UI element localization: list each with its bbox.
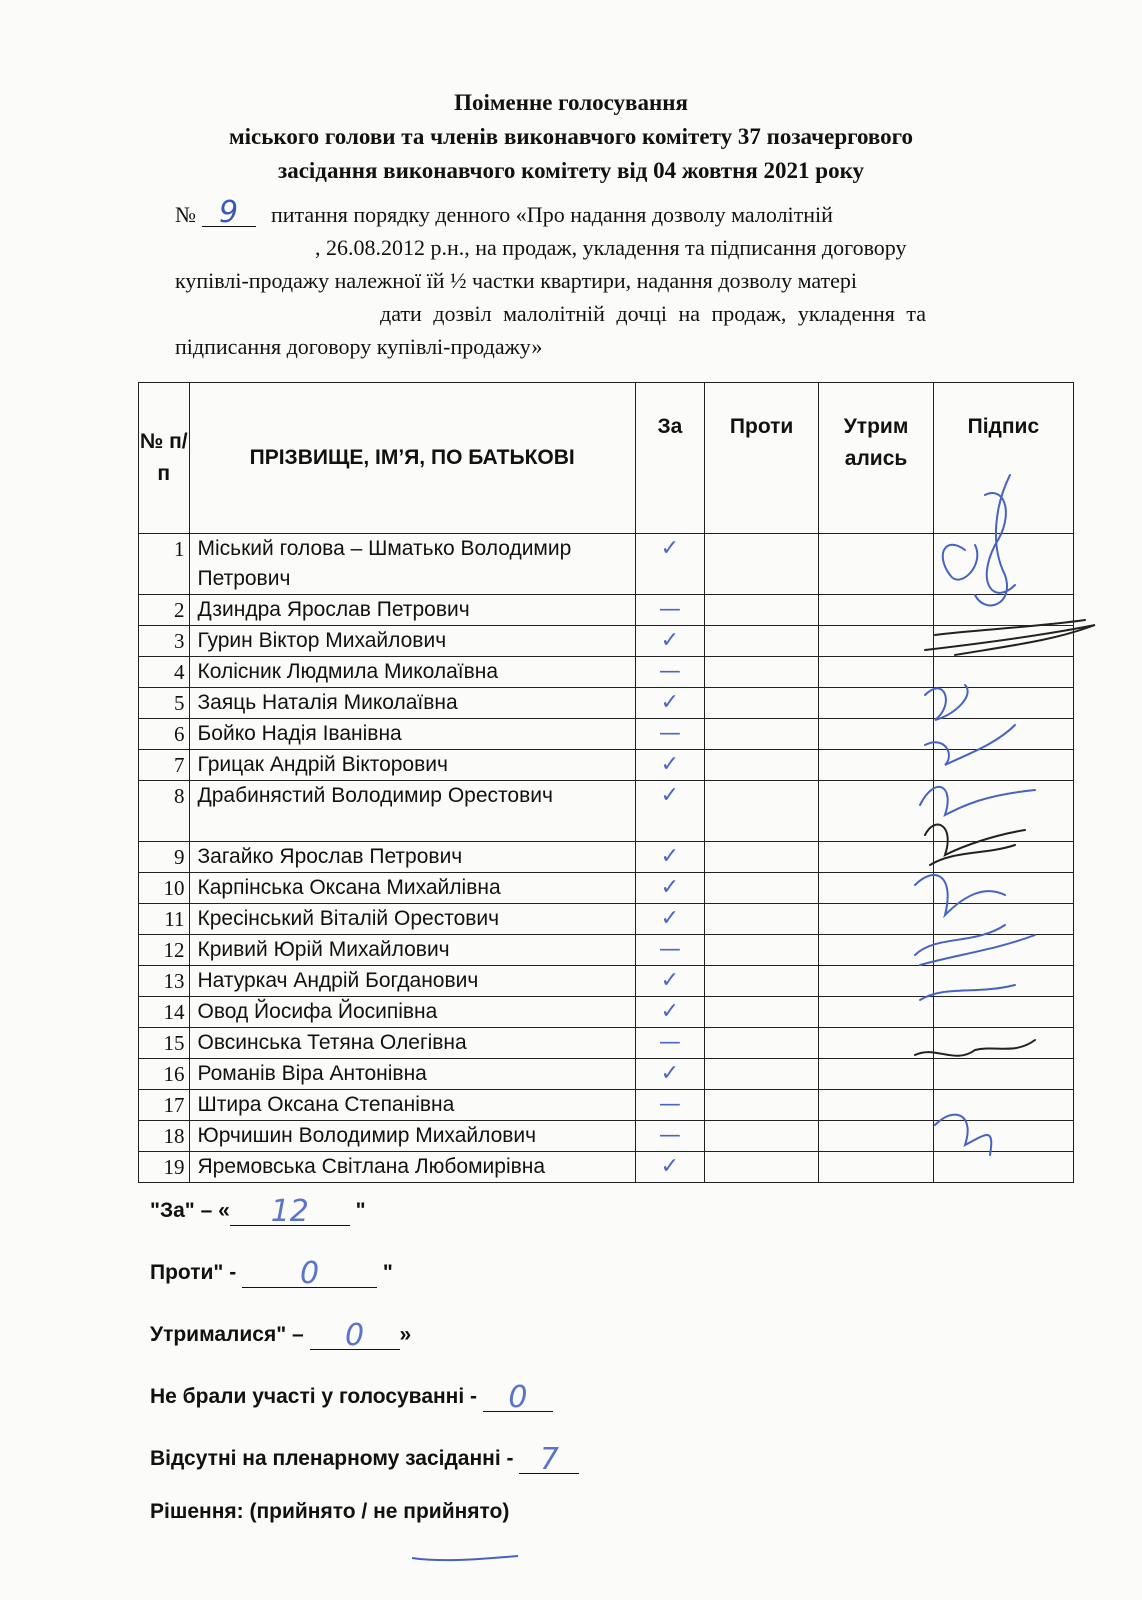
row-vote-abstained bbox=[819, 657, 933, 688]
table-header-row bbox=[139, 383, 1074, 534]
row-signature bbox=[933, 1121, 1073, 1152]
row-number: 9 bbox=[139, 842, 190, 873]
row-vote-for: ✓ bbox=[635, 626, 704, 657]
summary-decision-label: Рішення: (прийнято / не прийнято) bbox=[150, 1500, 510, 1523]
row-vote-for: ✓ bbox=[635, 750, 704, 781]
agenda-item bbox=[175, 195, 1083, 363]
summary-for-end: " bbox=[355, 1199, 366, 1222]
table-row bbox=[139, 904, 1074, 935]
agenda-line-5: підписання договору купівлі-продажу» bbox=[175, 334, 543, 359]
table-row bbox=[139, 534, 1074, 595]
row-vote-against bbox=[704, 1152, 818, 1183]
row-name: Бойко Надія Іванівна bbox=[189, 719, 635, 750]
header-for: За bbox=[635, 383, 704, 534]
header-name: ПРІЗВИЩЕ, ІМ’Я, ПО БАТЬКОВІ bbox=[189, 383, 635, 534]
summary-against bbox=[150, 1252, 579, 1314]
table-row bbox=[139, 1152, 1074, 1183]
row-number: 16 bbox=[139, 1059, 190, 1090]
row-number: 11 bbox=[139, 904, 190, 935]
table-row bbox=[139, 781, 1074, 842]
agenda-number-prefix: № bbox=[175, 202, 196, 227]
row-vote-abstained bbox=[819, 873, 933, 904]
row-vote-abstained bbox=[819, 904, 933, 935]
row-vote-abstained bbox=[819, 997, 933, 1028]
row-vote-abstained bbox=[819, 688, 933, 719]
row-name: Гурин Віктор Михайлович bbox=[189, 626, 635, 657]
row-vote-against bbox=[704, 935, 818, 966]
row-signature bbox=[933, 534, 1073, 595]
row-name: Натуркач Андрій Богданович bbox=[189, 966, 635, 997]
row-number: 19 bbox=[139, 1152, 190, 1183]
row-vote-abstained bbox=[819, 935, 933, 966]
row-vote-abstained bbox=[819, 1028, 933, 1059]
row-signature bbox=[933, 1028, 1073, 1059]
summary-not-participated bbox=[150, 1376, 579, 1438]
row-name: Романів Віра Антонівна bbox=[189, 1059, 635, 1090]
row-vote-for: — bbox=[635, 1121, 704, 1152]
row-vote-for: ✓ bbox=[635, 534, 704, 595]
row-vote-against bbox=[704, 657, 818, 688]
row-name: Грицак Андрій Вікторович bbox=[189, 750, 635, 781]
row-vote-abstained bbox=[819, 842, 933, 873]
row-number: 4 bbox=[139, 657, 190, 688]
row-vote-for: ✓ bbox=[635, 966, 704, 997]
row-vote-abstained bbox=[819, 1059, 933, 1090]
row-vote-against bbox=[704, 842, 818, 873]
table-row bbox=[139, 719, 1074, 750]
row-number: 17 bbox=[139, 1090, 190, 1121]
row-name: Міський голова – Шматько Володимир Петрович bbox=[189, 534, 635, 595]
row-vote-for: ✓ bbox=[635, 997, 704, 1028]
table-row bbox=[139, 966, 1074, 997]
header-signature: Підпис bbox=[933, 383, 1073, 534]
row-vote-against bbox=[704, 534, 818, 595]
summary-against-end: " bbox=[382, 1261, 393, 1284]
row-vote-against bbox=[704, 873, 818, 904]
row-vote-for: ✓ bbox=[635, 1059, 704, 1090]
table-row bbox=[139, 873, 1074, 904]
row-vote-for: ✓ bbox=[635, 842, 704, 873]
row-vote-for: ✓ bbox=[635, 688, 704, 719]
row-name: Овсинська Тетяна Олегівна bbox=[189, 1028, 635, 1059]
row-vote-against bbox=[704, 688, 818, 719]
summary-not-participated-label: Не брали участі у голосуванні - bbox=[150, 1385, 483, 1408]
row-number: 10 bbox=[139, 873, 190, 904]
row-signature bbox=[933, 657, 1073, 688]
table-row bbox=[139, 657, 1074, 688]
summary-against-label: Проти" - bbox=[150, 1261, 243, 1284]
row-name: Заяць Наталія Миколаївна bbox=[189, 688, 635, 719]
row-signature bbox=[933, 842, 1073, 873]
row-vote-for: — bbox=[635, 1028, 704, 1059]
title-line-1: Поіменне голосування bbox=[454, 90, 688, 115]
table-row bbox=[139, 595, 1074, 626]
row-signature bbox=[933, 997, 1073, 1028]
row-vote-abstained bbox=[819, 1090, 933, 1121]
header-num: № п/п bbox=[139, 383, 190, 534]
agenda-line-2: , 26.08.2012 р.н., на продаж, укладення та підписання договору bbox=[315, 235, 907, 260]
row-signature bbox=[933, 719, 1073, 750]
row-signature bbox=[933, 904, 1073, 935]
row-vote-abstained bbox=[819, 966, 933, 997]
row-name: Юрчишин Володимир Михайлович bbox=[189, 1121, 635, 1152]
votes-table bbox=[138, 382, 1074, 1183]
row-vote-against bbox=[704, 1090, 818, 1121]
table-row bbox=[139, 626, 1074, 657]
row-number: 18 bbox=[139, 1121, 190, 1152]
row-vote-for: — bbox=[635, 595, 704, 626]
row-number: 2 bbox=[139, 595, 190, 626]
summary-for bbox=[150, 1190, 579, 1252]
summary-decision bbox=[150, 1500, 579, 1562]
row-number: 1 bbox=[139, 534, 190, 595]
row-vote-for: — bbox=[635, 1090, 704, 1121]
row-vote-abstained bbox=[819, 595, 933, 626]
row-signature bbox=[933, 781, 1073, 842]
header-abstained: Утрим ались bbox=[819, 383, 933, 534]
row-vote-for: — bbox=[635, 935, 704, 966]
table-row bbox=[139, 935, 1074, 966]
row-vote-against bbox=[704, 904, 818, 935]
summary-absent-value: 7 bbox=[539, 1442, 559, 1477]
header-against: Проти bbox=[704, 383, 818, 534]
row-vote-against bbox=[704, 966, 818, 997]
row-number: 5 bbox=[139, 688, 190, 719]
agenda-number-value: 9 bbox=[218, 195, 239, 230]
row-vote-for: ✓ bbox=[635, 781, 704, 842]
row-number: 6 bbox=[139, 719, 190, 750]
summary-abstained-value: 0 bbox=[344, 1318, 365, 1353]
row-number: 12 bbox=[139, 935, 190, 966]
vote-summary bbox=[150, 1190, 579, 1562]
row-vote-against bbox=[704, 750, 818, 781]
row-name: Драбинястий Володимир Орестович bbox=[189, 781, 635, 842]
row-vote-against bbox=[704, 626, 818, 657]
row-vote-against bbox=[704, 595, 818, 626]
row-vote-abstained bbox=[819, 626, 933, 657]
row-vote-for: — bbox=[635, 657, 704, 688]
row-signature bbox=[933, 966, 1073, 997]
summary-absent-label: Відсутні на пленарному засіданні - bbox=[150, 1447, 520, 1470]
table-row bbox=[139, 1121, 1074, 1152]
row-vote-for: ✓ bbox=[635, 904, 704, 935]
table-body bbox=[139, 534, 1074, 1183]
table-row bbox=[139, 1059, 1074, 1090]
title-line-2: міського голови та членів виконавчого комітету 37 позачергового bbox=[228, 124, 914, 149]
row-vote-for: — bbox=[635, 719, 704, 750]
summary-absent bbox=[150, 1438, 579, 1500]
document-title bbox=[0, 86, 1142, 188]
table-row bbox=[139, 688, 1074, 719]
agenda-line-3: купівлі-продажу належної їй ½ частки квартири, надання дозволу матері bbox=[175, 268, 858, 293]
row-vote-against bbox=[704, 781, 818, 842]
table-row bbox=[139, 997, 1074, 1028]
summary-abstained bbox=[150, 1314, 579, 1376]
row-signature bbox=[933, 688, 1073, 719]
row-number: 3 bbox=[139, 626, 190, 657]
summary-abstained-end: » bbox=[399, 1323, 412, 1346]
summary-against-value: 0 bbox=[300, 1256, 320, 1291]
table-row bbox=[139, 750, 1074, 781]
agenda-line-4: дати дозвіл малолітній дочці на продаж, укладення та bbox=[380, 301, 927, 326]
row-vote-against bbox=[704, 1028, 818, 1059]
row-vote-abstained bbox=[819, 1121, 933, 1152]
row-name: Карпінська Оксана Михайлівна bbox=[189, 873, 635, 904]
row-vote-for: ✓ bbox=[635, 1152, 704, 1183]
table-row bbox=[139, 1090, 1074, 1121]
row-signature bbox=[933, 595, 1073, 626]
row-vote-abstained bbox=[819, 781, 933, 842]
agenda-line-1: питання порядку денного «Про надання дозволу малолітній bbox=[271, 202, 833, 227]
row-name: Загайко Ярослав Петрович bbox=[189, 842, 635, 873]
row-number: 8 bbox=[139, 781, 190, 842]
row-vote-abstained bbox=[819, 750, 933, 781]
row-signature bbox=[933, 1059, 1073, 1090]
decision-underline-mark bbox=[410, 1550, 520, 1564]
row-number: 7 bbox=[139, 750, 190, 781]
row-name: Овод Йосифа Йосипівна bbox=[189, 997, 635, 1028]
row-name: Дзиндра Ярослав Петрович bbox=[189, 595, 635, 626]
row-vote-against bbox=[704, 997, 818, 1028]
row-signature bbox=[933, 935, 1073, 966]
row-name: Яремовська Світлана Любомирівна bbox=[189, 1152, 635, 1183]
row-signature bbox=[933, 1090, 1073, 1121]
summary-for-label: "За" – « bbox=[150, 1199, 230, 1222]
row-name: Кривий Юрій Михайлович bbox=[189, 935, 635, 966]
row-signature bbox=[933, 1152, 1073, 1183]
row-vote-against bbox=[704, 1121, 818, 1152]
row-number: 15 bbox=[139, 1028, 190, 1059]
row-signature bbox=[933, 626, 1073, 657]
row-vote-abstained bbox=[819, 719, 933, 750]
summary-not-participated-value: 0 bbox=[508, 1380, 528, 1415]
row-signature bbox=[933, 750, 1073, 781]
row-vote-against bbox=[704, 1059, 818, 1090]
table-row bbox=[139, 1028, 1074, 1059]
row-vote-for: ✓ bbox=[635, 873, 704, 904]
row-vote-against bbox=[704, 719, 818, 750]
row-signature bbox=[933, 873, 1073, 904]
summary-for-value: 12 bbox=[270, 1194, 309, 1229]
row-name: Штира Оксана Степанівна bbox=[189, 1090, 635, 1121]
title-line-3: засідання виконавчого комітету від 04 жовтня 2021 року bbox=[277, 158, 865, 183]
row-name: Колісник Людмила Миколаївна bbox=[189, 657, 635, 688]
summary-abstained-label: Утрималися" – bbox=[150, 1323, 310, 1346]
row-number: 13 bbox=[139, 966, 190, 997]
row-number: 14 bbox=[139, 997, 190, 1028]
table-row bbox=[139, 842, 1074, 873]
row-vote-abstained bbox=[819, 1152, 933, 1183]
row-vote-abstained bbox=[819, 534, 933, 595]
row-name: Кресінський Віталій Орестович bbox=[189, 904, 635, 935]
